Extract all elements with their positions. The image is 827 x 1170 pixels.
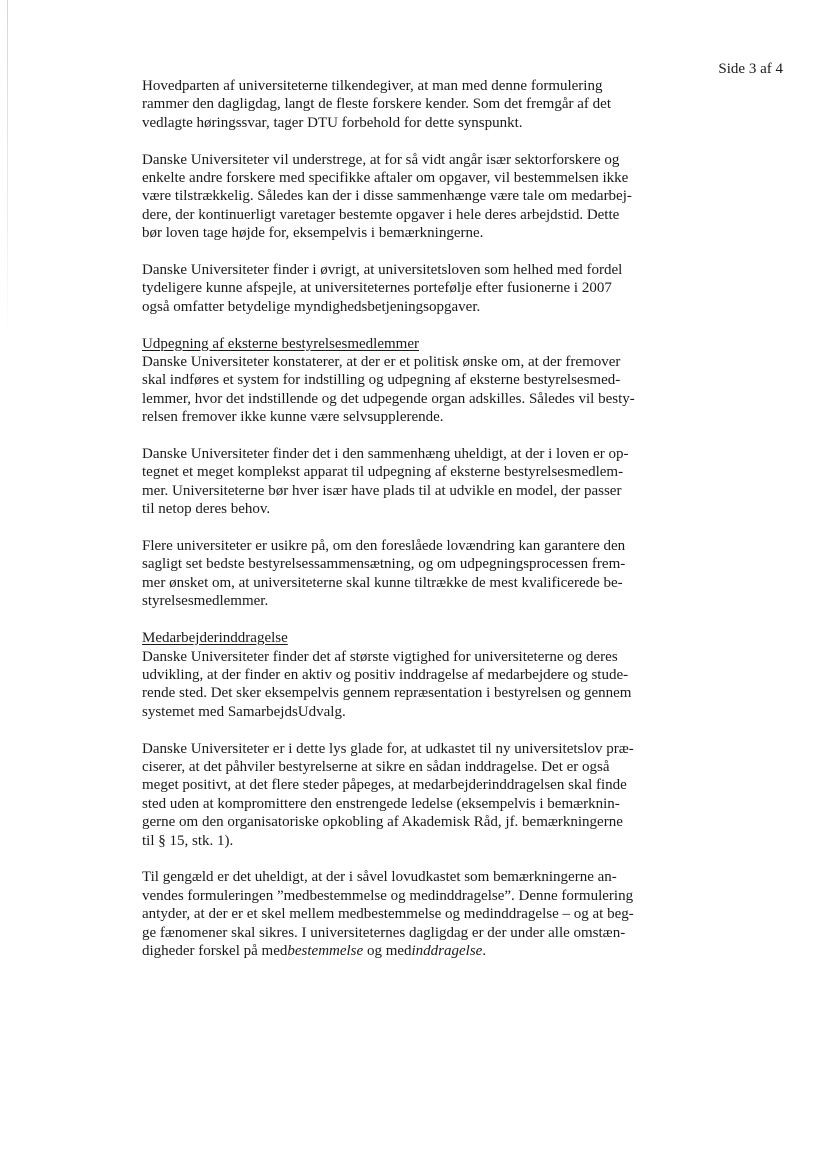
scan-edge-line — [7, 0, 8, 340]
paragraph-medarbejder-vigtighed: Danske Universiteter finder det af største vigtighed for universiteterne og deres udvikling, at der finder en aktiv og positiv inddragelse af medarbejdere og stude- rende sted. Det sker eksempelvis gennem repræsentation i bestyrelsen og gennem systemet med SamarbejdsUdvalg. — [142, 648, 632, 720]
paragraph-udpegning-system: Danske Universiteter konstaterer, at der er et politisk ønske om, at der fremover skal indføres et system for indstilling og udpegning af eksterne bestyrelsesmed- lemmer, hvor det indstillende og det udpegende organ adskilles. Således vil besty- relsen fremover ikke kunne være selvsupplerende. — [142, 354, 635, 426]
heading-udpegning: Udpegning af eksterne bestyrelsesmedlemmer — [142, 335, 419, 352]
formulering-text: Til gengæld er det uheldigt, at der i såvel lovudkastet som bemærkningerne an- vendes formuleringen ”medbestemmelse og medinddragelse”. Denne formulering antyder, at der er et skel mellem medbestemmelse og medinddragelse – og at beg- ge fænomener skal sikres. I universiteternes dagligdag er der under alle omstæn- digheder forskel på — [142, 869, 634, 959]
paragraph-medarbejder-formulering — [142, 868, 670, 960]
med-prefix-2: med — [385, 942, 412, 959]
sentence-end: . — [482, 942, 487, 959]
og-connector: og — [363, 942, 386, 959]
document-body — [142, 77, 670, 979]
med-prefix-1: med — [261, 942, 288, 959]
inddragelse-italic: inddragelse — [411, 942, 483, 959]
bestemmelse-italic: bestemmelse — [287, 942, 364, 959]
paragraph-udpegning-komplekst: Danske Universiteter finder det i den sammenhæng uheldigt, at der i loven er op- tegnet et meget komplekst apparat til udpegning af eksterne bestyrelsesmedlem- mer. Universiteterne bør hver især have plads til at udvikle en model, der passer til netop deres behov. — [142, 446, 629, 518]
page-number: Side 3 af 4 — [718, 61, 783, 77]
paragraph-medarbejder-lovudkast: Danske Universiteter er i dette lys glade for, at udkastet til ny universitetslov præ- ciserer, at det påhviler bestyrelserne at sikre en sådan inddragelse. Det er også meget positivt, at det flere steder påpeges, at medarbejderinddragelsen skal finde sted uden at kompromittere den enstrengede ledelse (eksempelvis i bemærknin- gerne om den organisatoriske opkobling af Akademisk Råd, jf. bemærkningerne til § 15, stk. 1). — [142, 740, 634, 849]
paragraph-udpegning-usikre: Flere universiteter er usikre på, om den foreslåede lovændring kan garantere den sagligt set bedste bestyrelsessammensætning, og om udpegningsprocessen frem- mer ønsket om, at universiteterne skal kunne tiltrække de mest kvalificerede be- styrelsesmedlemmer. — [142, 538, 626, 610]
paragraph-myndighedsbetjening: Danske Universiteter finder i øvrigt, at universitetsloven som helhed med fordel tydeligere kunne afspejle, at universiteternes portefølje efter fusionerne i 2007 også omfatter betydelige myndighedsbetjeningsopgaver. — [142, 262, 623, 315]
heading-medarbejderinddragelse: Medarbejderinddragelse — [142, 630, 288, 647]
paragraph-forskere-dagligdag: Hovedparten af universiteterne tilkendegiver, at man med denne formulering rammer den dagligdag, langt de fleste forskere kender. Som det fremgår af det vedlagte høringssvar, tager DTU forbehold for dette synspunkt. — [142, 78, 611, 131]
paragraph-sektorforskere: Danske Universiteter vil understrege, at for så vidt angår især sektorforskere og enkelte andre forskere med specifikke aftaler om opgaver, vil bestemmelsen ikke være tilstrækkelig. Således kan der i disse sammenhænge være tale om medarbej- dere, der kontinuerligt varetager bestemte opgaver i hele deres arbejdstid. Dette bør loven tage højde for, eksempelvis i bemærkningerne. — [142, 151, 632, 242]
